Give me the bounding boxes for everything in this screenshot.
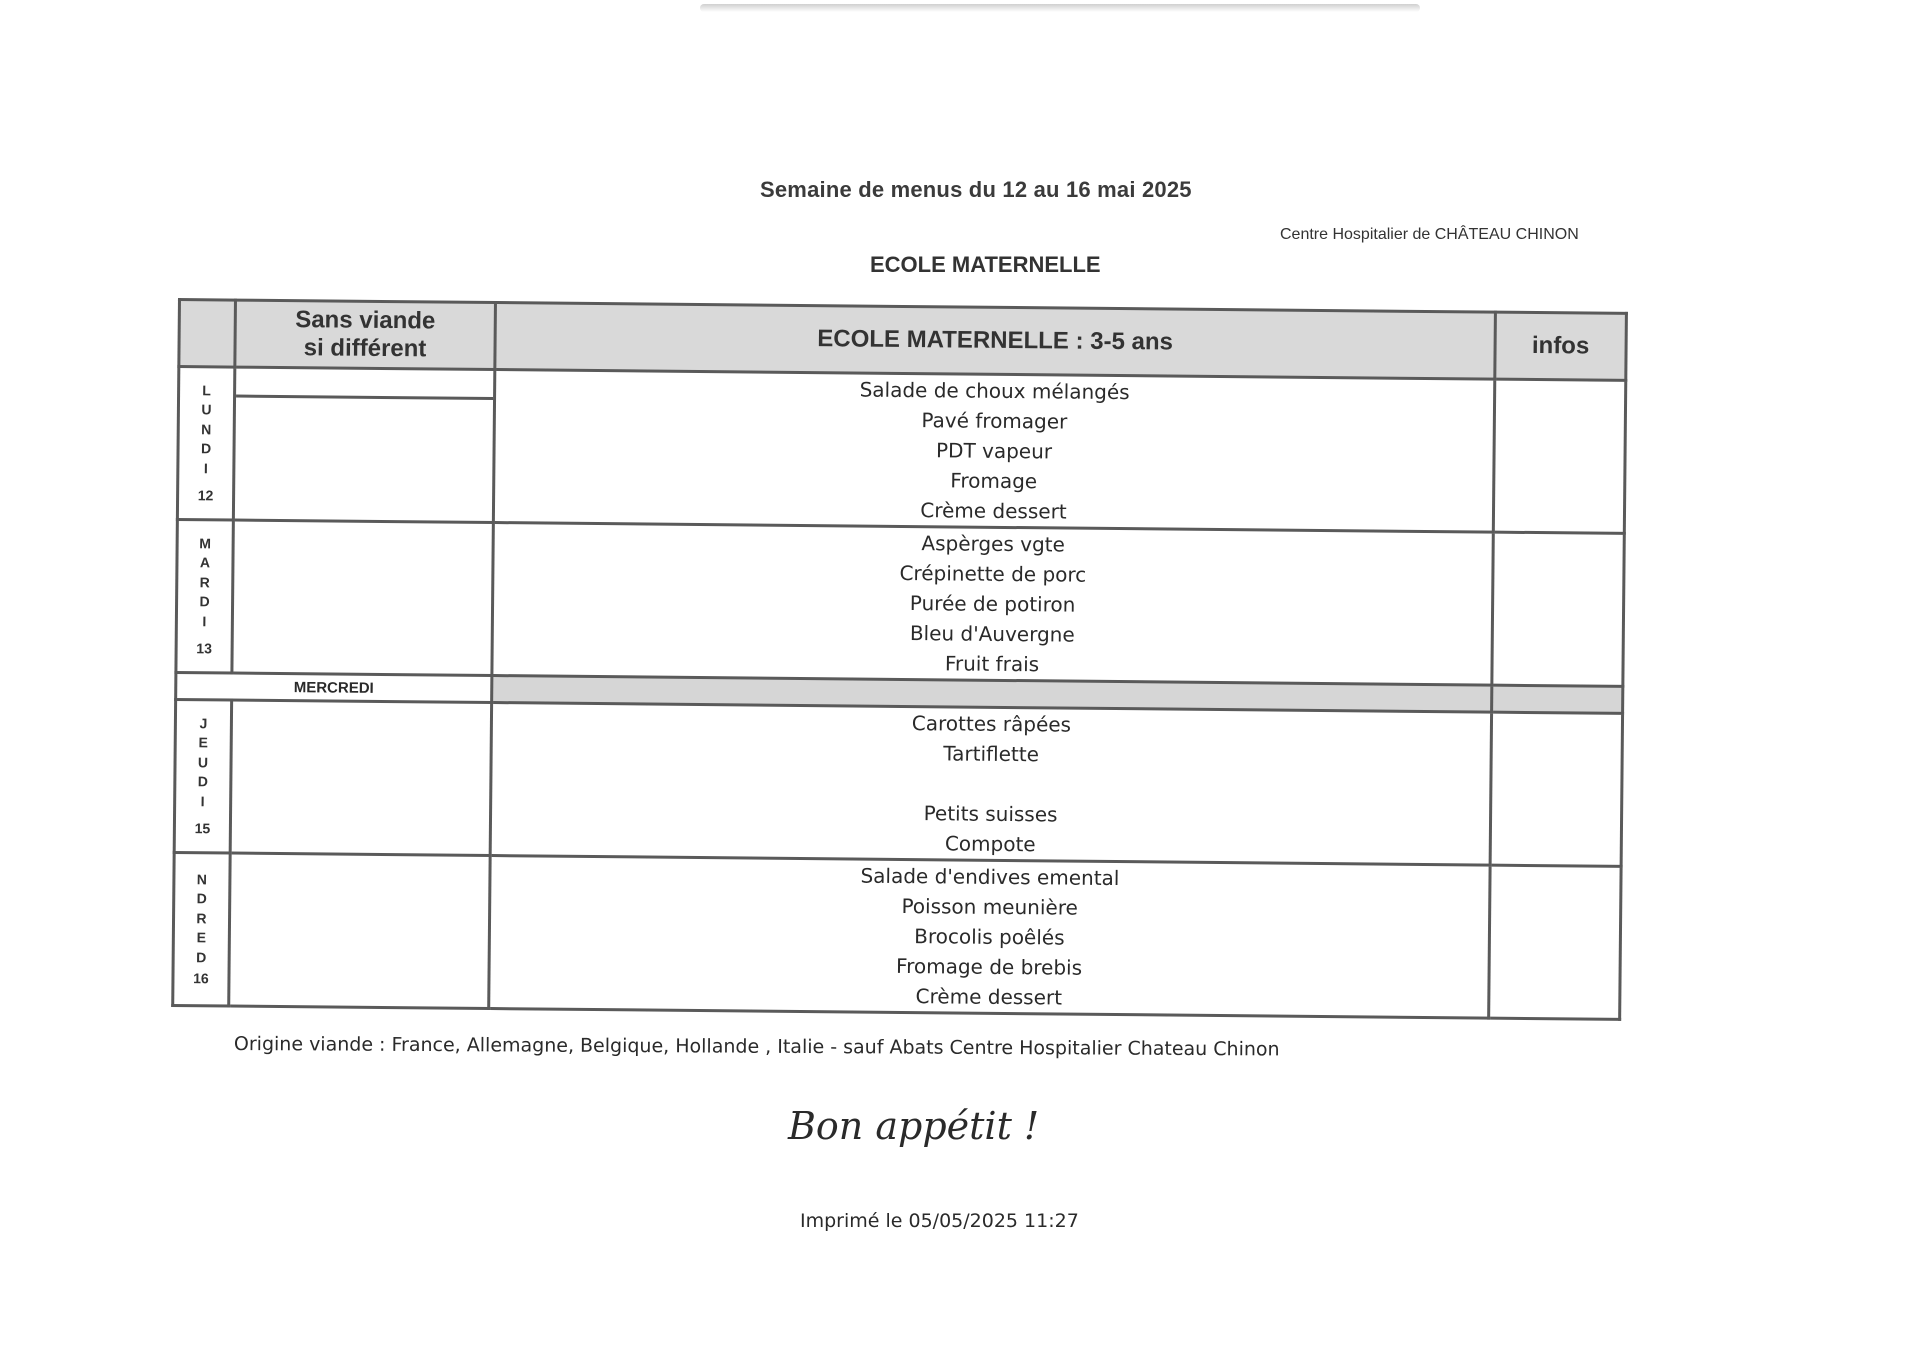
page-title: Semaine de menus du 12 au 16 mai 2025 [760, 177, 1192, 202]
dish: Salade de choux mélangés [859, 377, 1130, 405]
day-letter: I [203, 459, 208, 476]
dish: Compote [944, 831, 1036, 857]
menu-cell-friday [489, 856, 1490, 1019]
menu-cell-tuesday [492, 523, 1493, 686]
printed-date: Imprimé le 05/05/2025 11:27 [800, 1210, 1079, 1232]
day-label-tuesday [176, 520, 233, 674]
dish: PDT vapeur [935, 438, 1053, 464]
menu-table [171, 298, 1628, 1021]
day-letter: D [196, 890, 207, 907]
infos-cell-tuesday [1492, 532, 1624, 686]
day-date: 15 [194, 820, 211, 837]
bon-appetit: Bon appétit ! [788, 1104, 1040, 1148]
dish: Purée de potiron [909, 591, 1076, 617]
dish: Crépinette de porc [899, 560, 1087, 587]
vegetarian-cell-friday [229, 853, 490, 1008]
vegetarian-subcell [236, 369, 493, 400]
day-label-monday [177, 367, 234, 521]
menu-header: ECOLE MATERNELLE : 3-5 ans [495, 303, 1496, 380]
dish: Crème dessert [920, 498, 1067, 524]
day-date: 13 [196, 640, 212, 657]
vegetarian-cell-thursday [230, 700, 491, 855]
infos-cell-monday [1493, 379, 1625, 533]
menu-cell-thursday [490, 703, 1491, 866]
wednesday-infos-shaded [1492, 685, 1623, 713]
day-date: 16 [193, 970, 209, 987]
day-letter: I [202, 612, 207, 629]
day-row-tuesday [176, 520, 1624, 687]
dish: Fruit frais [944, 651, 1040, 677]
day-letter: U [201, 401, 212, 418]
day-letter: D [196, 948, 207, 965]
vegetarian-header-line2: si différent [303, 334, 427, 363]
wednesday-label: MERCREDI [176, 672, 492, 702]
dish: Carottes râpées [911, 711, 1072, 737]
day-letter: U [197, 753, 209, 770]
dish: Petits suisses [923, 801, 1058, 827]
day-row-friday [173, 852, 1621, 1019]
dish: Fromage [950, 468, 1038, 494]
day-letter: D [200, 440, 212, 457]
hospital-name: Centre Hospitalier de CHÂTEAU CHINON [1280, 226, 1579, 243]
day-label-friday [173, 852, 230, 1006]
day-letter: N [196, 870, 208, 887]
day-header-cell [179, 300, 236, 368]
day-row-monday [177, 367, 1625, 534]
day-letter: D [199, 593, 210, 610]
dish: Fromage de brebis [896, 953, 1083, 980]
day-letter: D [197, 773, 209, 790]
day-letter: J [199, 714, 208, 731]
day-date: 12 [197, 487, 214, 504]
day-letter: E [198, 734, 208, 751]
menu-cell-monday [493, 370, 1494, 533]
day-letter: I [200, 792, 205, 809]
infos-header: infos [1495, 312, 1627, 380]
dish: Pavé fromager [921, 408, 1068, 434]
school-subtitle: ECOLE MATERNELLE [870, 252, 1101, 277]
dish: Crème dessert [915, 984, 1063, 1010]
day-label-thursday [174, 699, 231, 853]
day-letter: A [199, 554, 211, 571]
vegetarian-cell-monday [233, 367, 494, 522]
day-letter: N [201, 420, 212, 437]
dish: Brocolis poêlés [914, 924, 1065, 950]
dish: Aspèrges vgte [921, 531, 1066, 557]
day-letter: R [199, 573, 210, 590]
dish: Bleu d'Auvergne [909, 621, 1075, 647]
day-letter: L [202, 381, 211, 398]
day-letter: R [196, 909, 207, 926]
infos-cell-friday [1489, 865, 1621, 1019]
dish: Tartiflette [943, 741, 1040, 767]
meat-origin-note: Origine viande : France, Allemagne, Belgique, Hollande , Italie - sauf Abats Centre Hospitalier Chateau Chinon [233, 1033, 1280, 1061]
dish: Poisson meunière [901, 893, 1078, 920]
infos-cell-thursday [1490, 712, 1622, 866]
scan-artifact [700, 4, 1420, 12]
day-letter: M [199, 534, 212, 551]
vegetarian-header [235, 300, 496, 369]
day-letter: E [196, 929, 207, 946]
vegetarian-header-line1: Sans viande [295, 306, 436, 335]
vegetarian-cell-tuesday [232, 520, 493, 675]
day-row-thursday [174, 699, 1622, 866]
dish: Salade d'endives emental [860, 863, 1120, 891]
